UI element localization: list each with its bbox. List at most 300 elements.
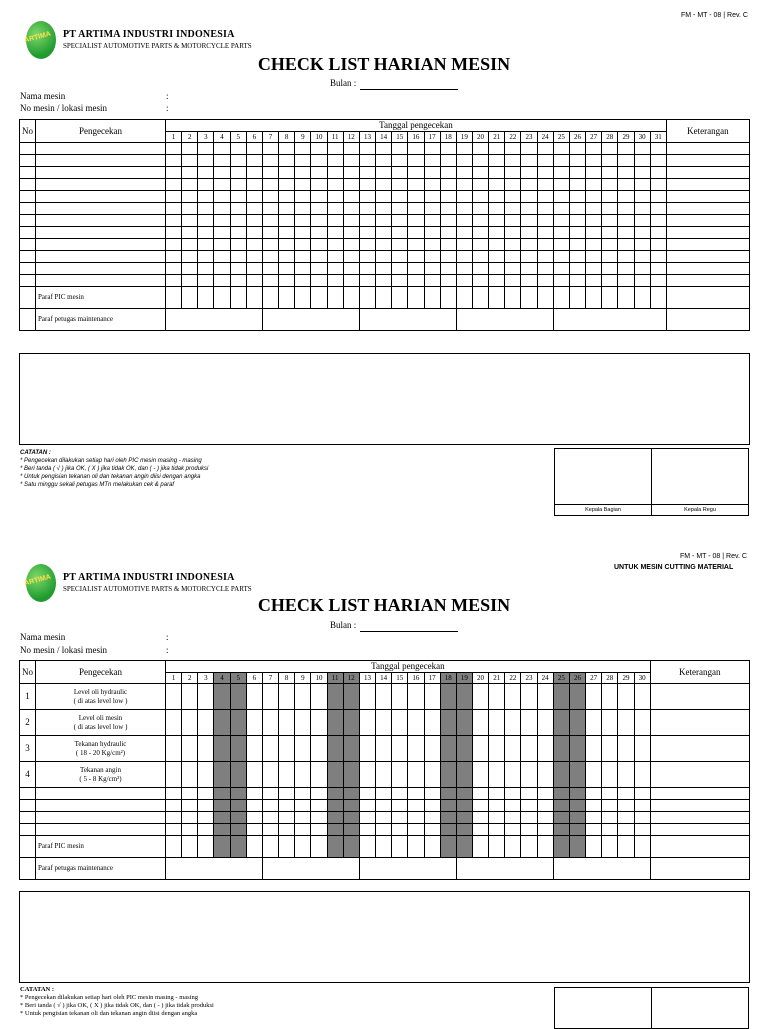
check-cell[interactable] [650, 155, 666, 167]
check-cell[interactable] [602, 155, 618, 167]
check-cell[interactable] [537, 215, 553, 227]
check-cell[interactable] [214, 143, 230, 155]
check-cell[interactable] [311, 710, 327, 736]
check-cell[interactable] [472, 215, 488, 227]
check-cell[interactable] [650, 263, 666, 275]
check-cell[interactable] [456, 836, 472, 858]
check-cell[interactable] [198, 788, 214, 800]
keterangan-cell[interactable] [666, 179, 749, 191]
check-cell[interactable] [311, 251, 327, 263]
check-cell[interactable] [586, 179, 602, 191]
check-cell[interactable] [537, 812, 553, 824]
check-cell[interactable] [440, 824, 456, 836]
check-cell[interactable] [214, 836, 230, 858]
check-cell[interactable] [230, 203, 246, 215]
check-cell[interactable] [440, 263, 456, 275]
keterangan-cell[interactable] [666, 203, 749, 215]
check-cell[interactable] [537, 239, 553, 251]
check-cell[interactable] [521, 800, 537, 812]
check-cell[interactable] [618, 155, 634, 167]
check-cell[interactable] [456, 762, 472, 788]
check-cell[interactable] [182, 710, 198, 736]
check-cell[interactable] [537, 227, 553, 239]
check-cell[interactable] [295, 710, 311, 736]
check-cell[interactable] [521, 736, 537, 762]
check-cell[interactable] [392, 203, 408, 215]
check-cell[interactable] [343, 287, 359, 309]
check-cell[interactable] [311, 143, 327, 155]
keterangan-cell[interactable] [650, 800, 749, 812]
check-cell[interactable] [618, 836, 634, 858]
check-cell[interactable] [198, 143, 214, 155]
check-cell[interactable] [262, 710, 278, 736]
check-cell[interactable] [521, 155, 537, 167]
check-cell[interactable] [343, 684, 359, 710]
check-cell[interactable] [311, 263, 327, 275]
check-cell[interactable] [537, 684, 553, 710]
keterangan-cell[interactable] [666, 239, 749, 251]
check-cell[interactable] [424, 155, 440, 167]
check-cell[interactable] [472, 203, 488, 215]
check-cell[interactable] [440, 179, 456, 191]
check-cell[interactable] [343, 762, 359, 788]
keterangan-cell[interactable] [650, 836, 749, 858]
check-cell[interactable] [634, 251, 650, 263]
check-cell[interactable] [618, 239, 634, 251]
check-cell[interactable] [182, 736, 198, 762]
check-cell[interactable] [618, 215, 634, 227]
check-cell[interactable] [537, 710, 553, 736]
check-cell[interactable] [602, 227, 618, 239]
check-cell[interactable] [214, 788, 230, 800]
check-cell[interactable] [505, 736, 521, 762]
check-cell[interactable] [634, 167, 650, 179]
check-cell[interactable] [569, 287, 585, 309]
check-cell[interactable] [246, 167, 262, 179]
check-cell[interactable] [295, 736, 311, 762]
check-cell[interactable] [376, 275, 392, 287]
check-cell[interactable] [650, 179, 666, 191]
check-cell[interactable] [634, 275, 650, 287]
check-cell[interactable] [602, 736, 618, 762]
check-cell[interactable] [537, 155, 553, 167]
check-cell[interactable] [182, 239, 198, 251]
check-cell[interactable] [295, 179, 311, 191]
check-cell[interactable] [521, 836, 537, 858]
check-cell[interactable] [440, 215, 456, 227]
check-cell[interactable] [230, 167, 246, 179]
check-cell[interactable] [166, 179, 182, 191]
check-cell[interactable] [650, 143, 666, 155]
check-cell[interactable] [505, 710, 521, 736]
check-cell[interactable] [327, 215, 343, 227]
check-cell[interactable] [376, 263, 392, 275]
check-cell[interactable] [376, 710, 392, 736]
check-cell[interactable] [327, 788, 343, 800]
check-cell[interactable] [392, 215, 408, 227]
check-cell[interactable] [521, 287, 537, 309]
check-cell[interactable] [408, 215, 424, 227]
check-cell[interactable] [376, 800, 392, 812]
keterangan-cell[interactable] [666, 251, 749, 263]
check-cell[interactable] [182, 215, 198, 227]
check-cell[interactable] [537, 824, 553, 836]
check-cell[interactable] [618, 191, 634, 203]
check-cell[interactable] [327, 736, 343, 762]
check-cell[interactable] [246, 710, 262, 736]
check-cell[interactable] [359, 812, 375, 824]
pengecekan-cell[interactable] [36, 227, 166, 239]
check-cell[interactable] [472, 155, 488, 167]
check-cell[interactable] [359, 155, 375, 167]
check-cell[interactable] [586, 239, 602, 251]
check-cell[interactable] [230, 227, 246, 239]
check-cell[interactable] [634, 191, 650, 203]
check-cell[interactable] [359, 762, 375, 788]
check-cell[interactable] [553, 710, 569, 736]
check-cell[interactable] [472, 191, 488, 203]
check-cell[interactable] [650, 203, 666, 215]
check-cell[interactable] [408, 239, 424, 251]
check-cell[interactable] [279, 263, 295, 275]
check-cell[interactable] [392, 263, 408, 275]
check-cell[interactable] [311, 203, 327, 215]
check-cell[interactable] [505, 203, 521, 215]
check-cell[interactable] [472, 143, 488, 155]
maint-sign-cell[interactable] [359, 309, 456, 331]
check-cell[interactable] [327, 800, 343, 812]
check-cell[interactable] [311, 155, 327, 167]
check-cell[interactable] [311, 287, 327, 309]
check-cell[interactable] [634, 812, 650, 824]
check-cell[interactable] [295, 191, 311, 203]
check-cell[interactable] [359, 251, 375, 263]
maint-sign-cell[interactable] [359, 858, 456, 880]
check-cell[interactable] [392, 812, 408, 824]
check-cell[interactable] [408, 736, 424, 762]
pengecekan-cell[interactable] [36, 155, 166, 167]
check-cell[interactable] [279, 275, 295, 287]
check-cell[interactable] [472, 836, 488, 858]
check-cell[interactable] [166, 167, 182, 179]
check-cell[interactable] [343, 143, 359, 155]
check-cell[interactable] [521, 215, 537, 227]
check-cell[interactable] [262, 143, 278, 155]
check-cell[interactable] [198, 736, 214, 762]
keterangan-cell[interactable] [666, 215, 749, 227]
check-cell[interactable] [166, 143, 182, 155]
check-cell[interactable] [472, 812, 488, 824]
check-cell[interactable] [618, 710, 634, 736]
check-cell[interactable] [650, 239, 666, 251]
check-cell[interactable] [602, 710, 618, 736]
check-cell[interactable] [505, 167, 521, 179]
check-cell[interactable] [553, 167, 569, 179]
check-cell[interactable] [602, 215, 618, 227]
check-cell[interactable] [553, 275, 569, 287]
check-cell[interactable] [246, 762, 262, 788]
sign-box-2b[interactable] [652, 988, 749, 1029]
check-cell[interactable] [553, 263, 569, 275]
check-cell[interactable] [166, 762, 182, 788]
check-cell[interactable] [456, 179, 472, 191]
check-cell[interactable] [521, 167, 537, 179]
check-cell[interactable] [424, 762, 440, 788]
check-cell[interactable] [198, 191, 214, 203]
keterangan-cell[interactable] [666, 309, 749, 331]
check-cell[interactable] [295, 684, 311, 710]
check-cell[interactable] [376, 191, 392, 203]
check-cell[interactable] [537, 203, 553, 215]
check-cell[interactable] [198, 762, 214, 788]
check-cell[interactable] [392, 287, 408, 309]
sign-box-kepala-bagian[interactable] [555, 449, 652, 505]
check-cell[interactable] [295, 251, 311, 263]
check-cell[interactable] [586, 167, 602, 179]
check-cell[interactable] [489, 710, 505, 736]
check-cell[interactable] [424, 824, 440, 836]
check-cell[interactable] [408, 155, 424, 167]
check-cell[interactable] [246, 251, 262, 263]
check-cell[interactable] [295, 824, 311, 836]
check-cell[interactable] [166, 824, 182, 836]
check-cell[interactable] [198, 836, 214, 858]
check-cell[interactable] [392, 167, 408, 179]
check-cell[interactable] [246, 275, 262, 287]
check-cell[interactable] [214, 227, 230, 239]
check-cell[interactable] [489, 287, 505, 309]
check-cell[interactable] [262, 191, 278, 203]
check-cell[interactable] [359, 239, 375, 251]
check-cell[interactable] [602, 762, 618, 788]
keterangan-cell[interactable] [650, 710, 749, 736]
check-cell[interactable] [279, 762, 295, 788]
check-cell[interactable] [537, 836, 553, 858]
check-cell[interactable] [392, 824, 408, 836]
check-cell[interactable] [489, 824, 505, 836]
check-cell[interactable] [327, 824, 343, 836]
check-cell[interactable] [295, 227, 311, 239]
check-cell[interactable] [295, 287, 311, 309]
check-cell[interactable] [343, 215, 359, 227]
check-cell[interactable] [553, 143, 569, 155]
check-cell[interactable] [182, 275, 198, 287]
check-cell[interactable] [262, 179, 278, 191]
check-cell[interactable] [569, 263, 585, 275]
check-cell[interactable] [602, 167, 618, 179]
check-cell[interactable] [553, 215, 569, 227]
check-cell[interactable] [424, 800, 440, 812]
check-cell[interactable] [537, 191, 553, 203]
check-cell[interactable] [198, 239, 214, 251]
check-cell[interactable] [505, 762, 521, 788]
check-cell[interactable] [408, 836, 424, 858]
check-cell[interactable] [602, 836, 618, 858]
check-cell[interactable] [279, 203, 295, 215]
check-cell[interactable] [456, 812, 472, 824]
check-cell[interactable] [505, 143, 521, 155]
check-cell[interactable] [198, 812, 214, 824]
check-cell[interactable] [327, 155, 343, 167]
check-cell[interactable] [537, 263, 553, 275]
check-cell[interactable] [569, 812, 585, 824]
keterangan-cell[interactable] [650, 736, 749, 762]
sign-box-2a[interactable] [555, 988, 652, 1029]
check-cell[interactable] [440, 710, 456, 736]
check-cell[interactable] [166, 800, 182, 812]
check-cell[interactable] [408, 812, 424, 824]
check-cell[interactable] [166, 203, 182, 215]
check-cell[interactable] [553, 812, 569, 824]
check-cell[interactable] [198, 215, 214, 227]
check-cell[interactable] [327, 239, 343, 251]
check-cell[interactable] [602, 684, 618, 710]
check-cell[interactable] [424, 251, 440, 263]
check-cell[interactable] [182, 167, 198, 179]
check-cell[interactable] [343, 227, 359, 239]
check-cell[interactable] [505, 251, 521, 263]
check-cell[interactable] [408, 167, 424, 179]
check-cell[interactable] [505, 812, 521, 824]
check-cell[interactable] [489, 203, 505, 215]
check-cell[interactable] [472, 227, 488, 239]
pengecekan-cell[interactable] [36, 275, 166, 287]
maint-sign-cell[interactable] [262, 309, 359, 331]
check-cell[interactable] [295, 275, 311, 287]
check-cell[interactable] [586, 836, 602, 858]
check-cell[interactable] [569, 179, 585, 191]
check-cell[interactable] [489, 275, 505, 287]
check-cell[interactable] [198, 800, 214, 812]
check-cell[interactable] [166, 251, 182, 263]
check-cell[interactable] [618, 167, 634, 179]
check-cell[interactable] [295, 812, 311, 824]
check-cell[interactable] [262, 287, 278, 309]
check-cell[interactable] [214, 263, 230, 275]
check-cell[interactable] [408, 179, 424, 191]
pengecekan-cell[interactable] [36, 812, 166, 824]
check-cell[interactable] [586, 203, 602, 215]
check-cell[interactable] [505, 263, 521, 275]
check-cell[interactable] [440, 143, 456, 155]
check-cell[interactable] [376, 684, 392, 710]
check-cell[interactable] [279, 251, 295, 263]
check-cell[interactable] [198, 287, 214, 309]
check-cell[interactable] [230, 179, 246, 191]
check-cell[interactable] [456, 191, 472, 203]
check-cell[interactable] [569, 143, 585, 155]
check-cell[interactable] [440, 736, 456, 762]
check-cell[interactable] [472, 239, 488, 251]
check-cell[interactable] [489, 684, 505, 710]
check-cell[interactable] [279, 800, 295, 812]
check-cell[interactable] [424, 179, 440, 191]
check-cell[interactable] [569, 227, 585, 239]
check-cell[interactable] [327, 762, 343, 788]
check-cell[interactable] [602, 788, 618, 800]
check-cell[interactable] [327, 179, 343, 191]
keterangan-cell[interactable] [650, 812, 749, 824]
check-cell[interactable] [376, 227, 392, 239]
check-cell[interactable] [489, 800, 505, 812]
check-cell[interactable] [279, 155, 295, 167]
check-cell[interactable] [246, 263, 262, 275]
check-cell[interactable] [343, 251, 359, 263]
check-cell[interactable] [279, 824, 295, 836]
bulan-field-2[interactable] [360, 631, 458, 632]
check-cell[interactable] [230, 762, 246, 788]
check-cell[interactable] [166, 788, 182, 800]
check-cell[interactable] [182, 155, 198, 167]
check-cell[interactable] [359, 836, 375, 858]
check-cell[interactable] [311, 179, 327, 191]
check-cell[interactable] [198, 179, 214, 191]
check-cell[interactable] [343, 155, 359, 167]
check-cell[interactable] [456, 736, 472, 762]
check-cell[interactable] [343, 812, 359, 824]
check-cell[interactable] [505, 287, 521, 309]
check-cell[interactable] [262, 736, 278, 762]
keterangan-cell[interactable] [666, 167, 749, 179]
check-cell[interactable] [392, 251, 408, 263]
check-cell[interactable] [650, 275, 666, 287]
check-cell[interactable] [602, 203, 618, 215]
check-cell[interactable] [440, 227, 456, 239]
check-cell[interactable] [327, 275, 343, 287]
check-cell[interactable] [489, 215, 505, 227]
check-cell[interactable] [214, 155, 230, 167]
check-cell[interactable] [262, 251, 278, 263]
check-cell[interactable] [456, 824, 472, 836]
check-cell[interactable] [246, 155, 262, 167]
check-cell[interactable] [311, 788, 327, 800]
check-cell[interactable] [230, 215, 246, 227]
check-cell[interactable] [553, 684, 569, 710]
check-cell[interactable] [262, 227, 278, 239]
check-cell[interactable] [586, 736, 602, 762]
maint-sign-cell[interactable] [553, 309, 666, 331]
check-cell[interactable] [472, 762, 488, 788]
check-cell[interactable] [246, 287, 262, 309]
check-cell[interactable] [327, 836, 343, 858]
check-cell[interactable] [489, 263, 505, 275]
check-cell[interactable] [440, 251, 456, 263]
check-cell[interactable] [424, 215, 440, 227]
check-cell[interactable] [246, 812, 262, 824]
check-cell[interactable] [569, 762, 585, 788]
check-cell[interactable] [166, 155, 182, 167]
check-cell[interactable] [343, 239, 359, 251]
check-cell[interactable] [279, 788, 295, 800]
check-cell[interactable] [489, 736, 505, 762]
check-cell[interactable] [440, 788, 456, 800]
keterangan-cell[interactable] [666, 143, 749, 155]
keterangan-cell[interactable] [650, 858, 749, 880]
check-cell[interactable] [246, 788, 262, 800]
check-cell[interactable] [182, 684, 198, 710]
check-cell[interactable] [505, 239, 521, 251]
check-cell[interactable] [553, 191, 569, 203]
check-cell[interactable] [230, 788, 246, 800]
check-cell[interactable] [456, 143, 472, 155]
check-cell[interactable] [424, 836, 440, 858]
check-cell[interactable] [182, 263, 198, 275]
check-cell[interactable] [230, 143, 246, 155]
check-cell[interactable] [586, 788, 602, 800]
check-cell[interactable] [376, 179, 392, 191]
check-cell[interactable] [376, 287, 392, 309]
check-cell[interactable] [166, 263, 182, 275]
